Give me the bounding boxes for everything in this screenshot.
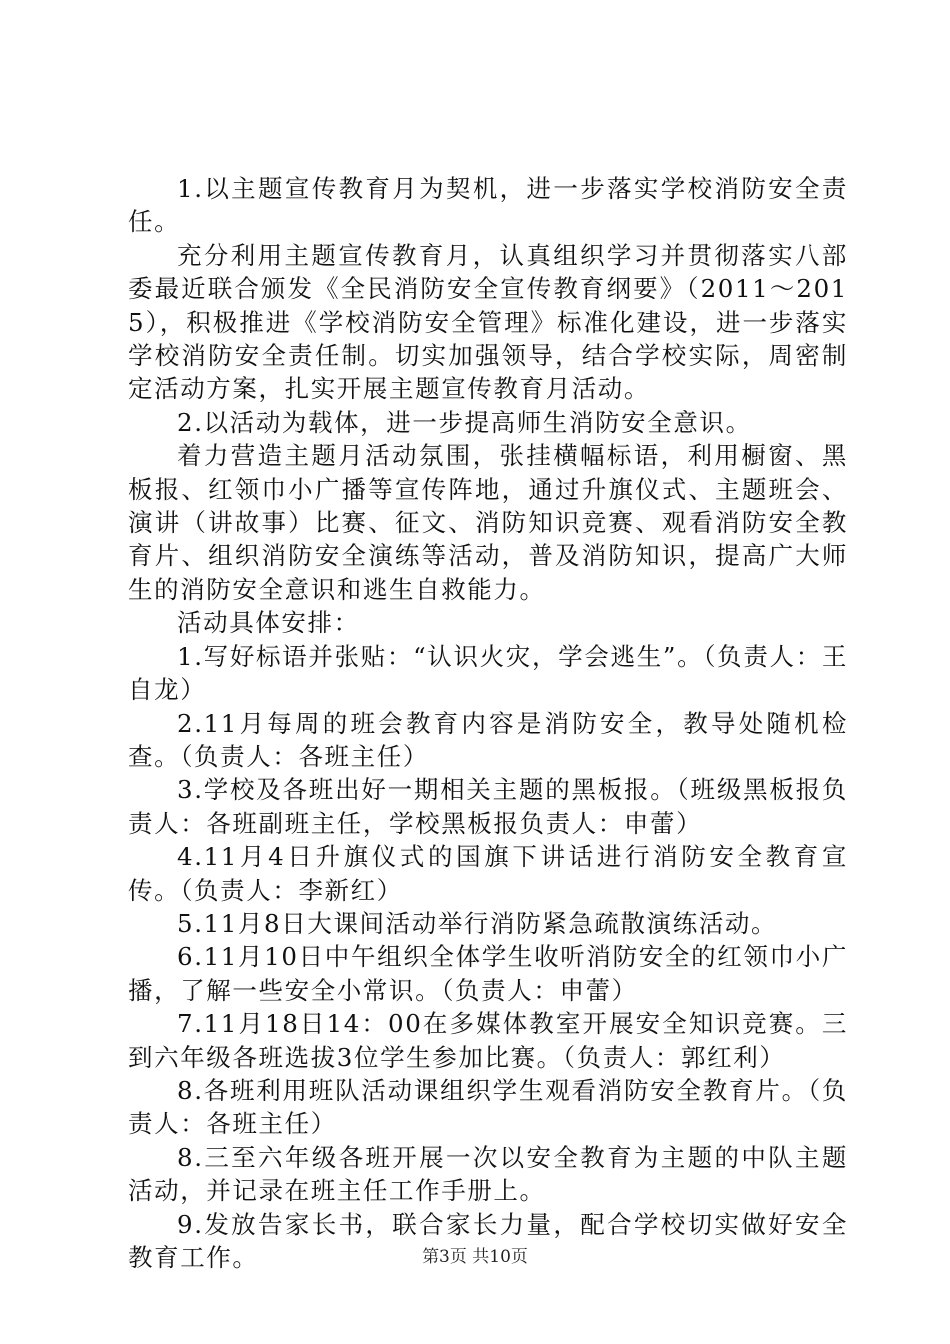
paragraph-7: 2.11月每周的班会教育内容是消防安全，教导处随机检查。（负责人：各班主任）: [128, 708, 848, 771]
paragraph-1: 1.以主题宣传教育月为契机，进一步落实学校消防安全责任。: [128, 174, 848, 237]
paragraph-3: 2.以活动为载体，进一步提高师生消防安全意识。: [177, 407, 752, 437]
paragraph-4: 着力营造主题月活动氛围，张挂横幅标语，利用橱窗、黑板报、红领巾小广播等宣传阵地，通过升旗仪式、主题班会、演讲（讲故事）比赛、征文、消防知识竞赛、观看消防安全教育片、组织消防安全演练等活动，普及消防知识，提高广大师生的消防安全意识和逃生自救能力。: [128, 441, 848, 604]
paragraph-11: 6.11月10日中午组织全体学生收听消防安全的红领巾小广播，了解一些安全小常识。（负责人：申蕾）: [128, 942, 848, 1005]
paragraph-6: 1.写好标语并张贴：“认识火灾，学会逃生”。（负责人：王自龙）: [128, 641, 848, 705]
paragraph-13: 8.各班利用班队活动课组织学生观看消防安全教育片。（负责人：各班主任）: [128, 1075, 848, 1139]
document-body: [128, 172, 848, 1274]
paragraph-2: 充分利用主题宣传教育月，认真组织学习并贯彻落实八部委最近联合颁发《全民消防安全宣传教育纲要》（2011～2015），积极推进《学校消防安全管理》标准化建设，进一步落实学校消防安全责任制。切实加强领导，结合学校实际，周密制定活动方案，扎实开展主题宣传教育月活动。: [128, 240, 848, 404]
paragraph-5: 活动具体安排：: [177, 608, 360, 638]
paragraph-8: 3.学校及各班出好一期相关主题的黑板报。（班级黑板报负责人：各班副班主任，学校黑板报负责人：申蕾）: [128, 775, 848, 838]
paragraph-10: 5.11月8日大课间活动举行消防紧急疏散演练活动。: [177, 908, 778, 938]
paragraph-15: 9.发放告家长书，联合家长力量，配合学校切实做好安全教育工作。: [128, 1209, 848, 1272]
paragraph-9: 4.11月4日升旗仪式的国旗下讲话进行消防安全教育宣传。（负责人：李新红）: [128, 842, 848, 905]
paragraph-12: 7.11月18日14：00在多媒体教室开展安全知识竞赛。三到六年级各班选拔3位学生参加比赛。（负责人：郭红利）: [128, 1009, 848, 1072]
page-number-footer: 第3页 共10页: [422, 1247, 528, 1267]
paragraph-14: 8.三至六年级各班开展一次以安全教育为主题的中队主题活动，并记录在班主任工作手册上。: [128, 1142, 848, 1206]
